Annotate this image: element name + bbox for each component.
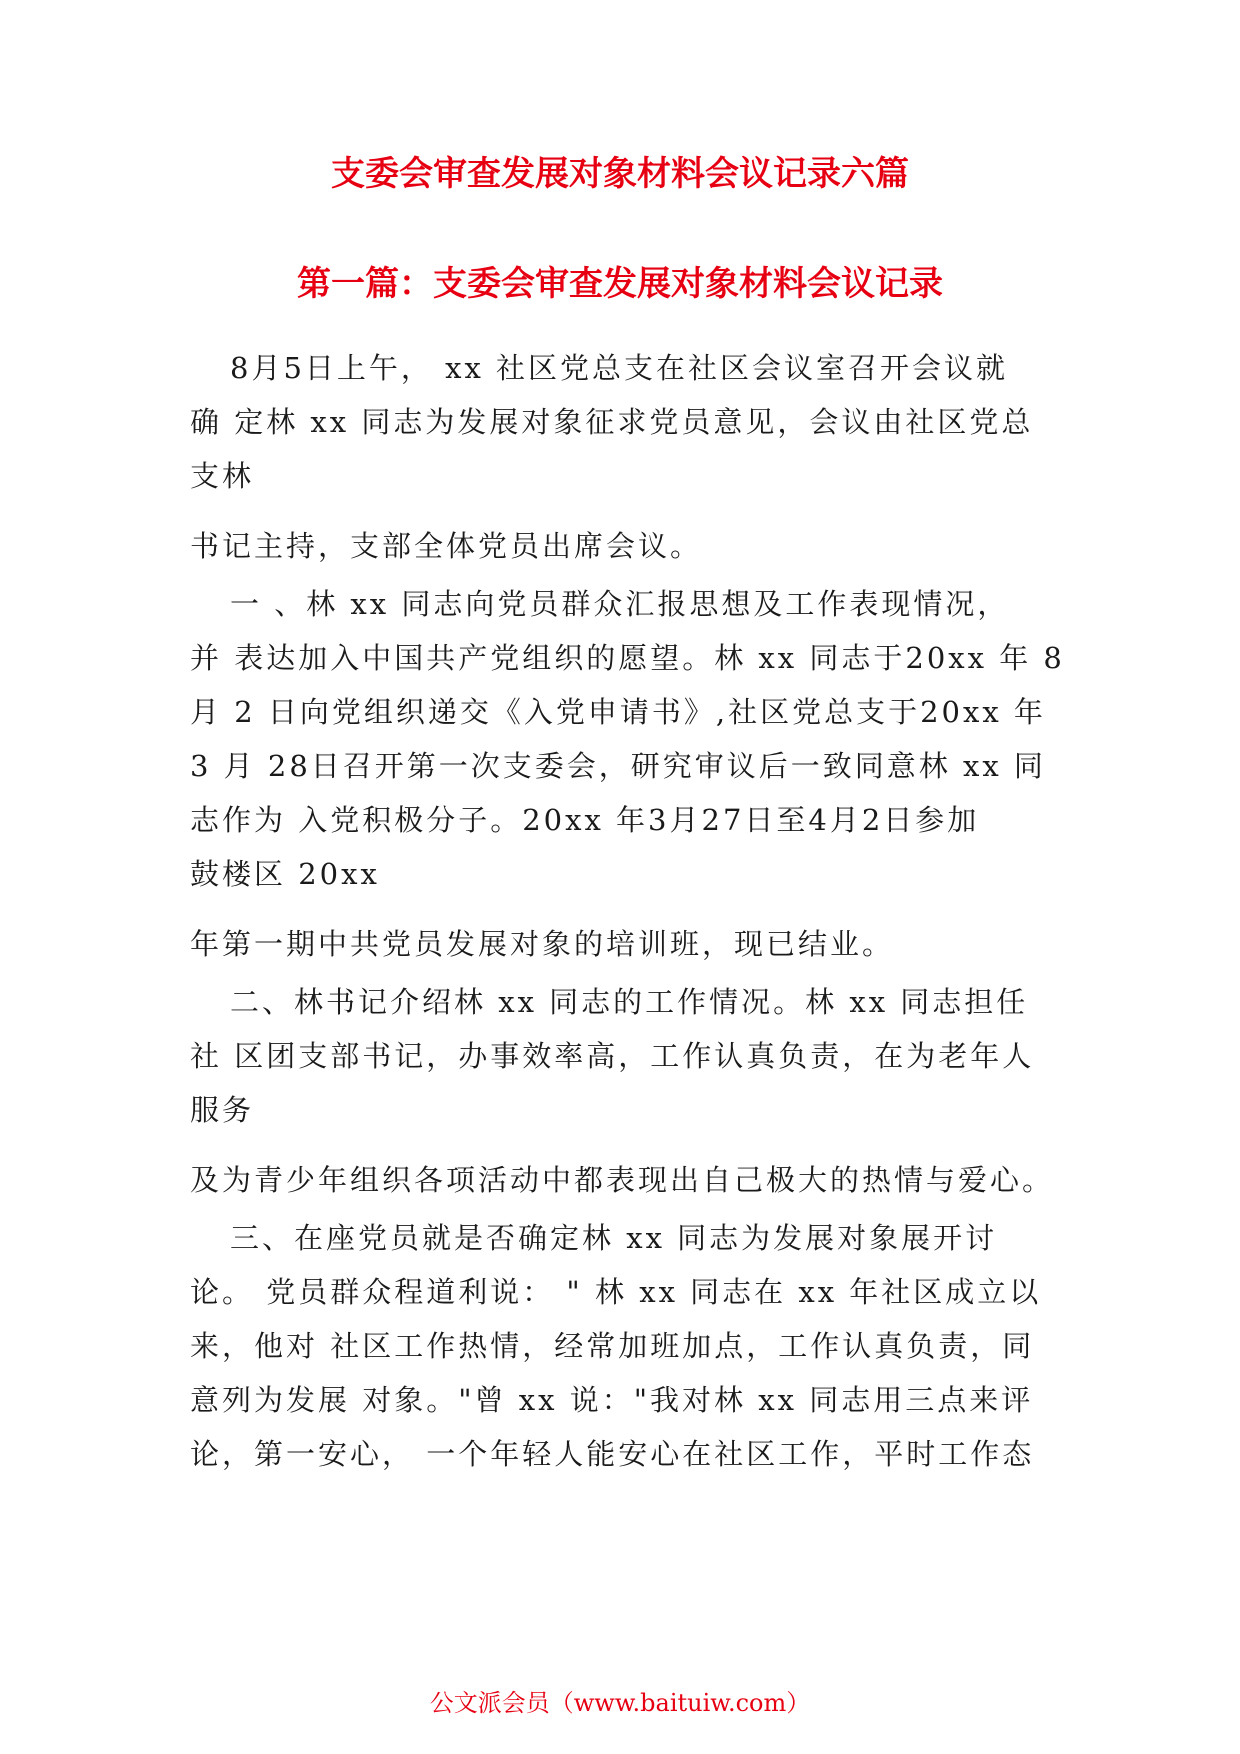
body-line: 书记主持，支部全体党员出席会议。: [190, 529, 703, 563]
body-line: 三、在座党员就是否确定林 xx 同志为发展对象展开讨: [230, 1221, 998, 1255]
body-line: 一 、林 xx 同志向党员群众汇报思想及工作表现情况，: [230, 587, 1010, 621]
section-title: 第一篇：支委会审查发展对象材料会议记录: [297, 264, 943, 304]
body-line: 论，第一安心， 一个年轻人能安心在社区工作，平时工作态: [190, 1437, 1035, 1471]
body-line: 二、林书记介绍林 xx 同志的工作情况。林 xx 同志担任: [230, 985, 1029, 1019]
body-line: 8月5日上午， xx 社区党总支在社区会议室召开会议就: [230, 351, 1009, 385]
body-line: 月 2 日向党组织递交《入党申请书》,社区党总支于20xx 年: [190, 695, 1046, 729]
body-line: 来，他对 社区工作热情，经常加班加点，工作认真负责，同: [190, 1329, 1035, 1363]
body-line: 志作为 入党积极分子。20xx 年3月27日至4月2日参加: [190, 803, 980, 837]
body-line: 及为青少年组织各项活动中都表现出自己极大的热情与爱心。: [190, 1163, 1055, 1197]
body-line: 3 月 28日召开第一次支委会，研究审议后一致同意林 xx 同: [190, 749, 1046, 783]
footer-watermark: 公文派会员（www.baituiw.com）: [429, 1689, 811, 1717]
body-line: 年第一期中共党员发展对象的培训班，现已结业。: [190, 927, 895, 961]
document-title: 支委会审查发展对象材料会议记录六篇: [331, 154, 909, 194]
body-line: 意列为发展 对象。"曾 xx 说："我对林 xx 同志用三点来评: [190, 1383, 1034, 1417]
body-line: 服务: [190, 1093, 255, 1127]
body-line: 社 区团支部书记，办事效率高，工作认真负责，在为老年人: [190, 1039, 1035, 1073]
body-line: 论。 党员群众程道利说： " 林 xx 同志在 xx 年社区成立以: [190, 1275, 1042, 1309]
body-line: 支林: [190, 459, 255, 493]
body-line: 并 表达加入中国共产党组织的愿望。林 xx 同志于20xx 年 8: [190, 641, 1065, 675]
body-line: 鼓楼区 20xx: [190, 857, 380, 891]
body-line: 确 定林 xx 同志为发展对象征求党员意见，会议由社区党总: [190, 405, 1034, 439]
